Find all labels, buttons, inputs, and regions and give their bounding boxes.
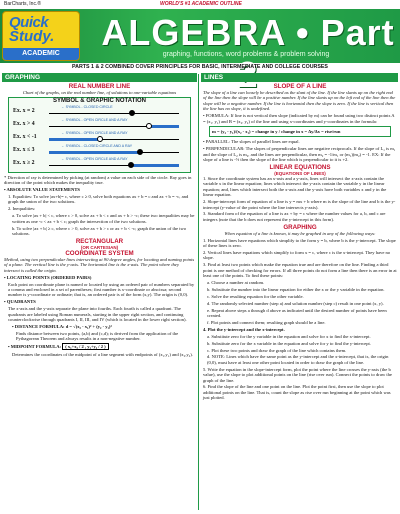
parallel-rule: • PARALLEL: The slopes of parallel lines are equal. (203, 139, 300, 145)
graphing-item-3f: f. Plot points and connect them; resulting graph should be a line. (207, 319, 326, 325)
graphing-item-3d: d. The randomly selected number (step a) and solution number (step c) result in one point (x, y). (207, 300, 384, 306)
real-number-line-intro: Chart of the graphs, on the real number line, of solutions to one-variable equations (22, 90, 177, 95)
linear-item-3: 3. Standard form of the equation of a line is ax + by = c where the number values for a, b, and c are integers (note that the b does not represent the y-intercept in this form). (203, 211, 386, 222)
parts-note: PARTS 1 & 2 COMBINED COVER PRINCIPLES FOR BASIC, INTERMEDIATE AND COLLEGE COURSES (72, 64, 328, 70)
notation-example: Ex. x = 2 (13, 107, 35, 114)
section-graphing-label: GRAPHING (5, 74, 41, 81)
closed-circle-icon (137, 149, 143, 155)
open-circle-icon (97, 136, 103, 142)
notation-caption: ← SYMBOL - CLOSED CIRCLE AND A RAY (61, 143, 133, 148)
midpoint-text: Determines the coordinates of the midpoint of a line segment with endpoints of (x₁,y₁) and (x₂,y₂). (12, 351, 193, 357)
linear-item-2: 2. Slope-intercept form of equation of a line is y = mx + b where m is the slope of the line and b is the y-intercept (y-value of the point where the line intersects y-axis). (203, 199, 396, 210)
quadrants-text: The x-axis and the y-axis separate the plane into fourths. Each fourth is called a quadrant. The quadrants are labeled using Roman numerals, starting in the upper right section, and continuing counterclockwise through quadrants I, II, III, and IV (which is located in the lower right section). (8, 306, 187, 322)
graphing-item-4d: d. NOTE: Lines which have the same point as the y-intercept and the x-intercept, that is, the origin (0,0), must have at least one other point located in order to draw the graph of the line. (207, 354, 389, 365)
notation-example: Ex. x ≥ 2 (13, 159, 35, 166)
graphing-item-4b: b. Substitute zero for the x variable in the equation and solve for y to find the y-intercept. (207, 340, 371, 346)
right-column (203, 83, 397, 402)
section-lines-label: LINES (204, 74, 224, 81)
midpoint-heading (4, 343, 195, 350)
notation-row (9, 131, 190, 144)
page-title: ALGEBRA • Part (101, 12, 395, 53)
slope-intro: The slope of a line can loosely be described as the slant of the line. If the line slants up on the right end of the line then the slope will be a positive number. If the line slants up on the left end of the line then the slope will be a negative number. If the line is horizontal then the slope is zero. If the line is vertical then the line has no slope, it is undefined. (203, 90, 396, 112)
slope-formula-text: • FORMULA: If line is not vertical then slope (indicated by m) can be found using two distinct points A = (x₁, y₁) and B = (x₂, y₂) of the line and using x-coordinates and y-coordinates in the formula: (203, 113, 395, 124)
notation-caption: ← SYMBOL - OPEN CIRCLE AND A RAY (61, 117, 128, 122)
notation-row (9, 118, 190, 131)
section-graphing-bar (2, 73, 197, 82)
left-column (4, 83, 195, 359)
graphing-item-3e: e. Repeat above steps a through d above as indicated until the desired number of points have been created. (207, 307, 387, 318)
graphing-item-4a: a. Substitute zero for the y variable in the equation and solve for x to find the x-intercept. (207, 333, 371, 339)
slope-formula-equation: m = (y₂ - y₁)/(x₂ - x₁) = change in y / change in x = Δy/Δx = rise/run (212, 128, 341, 134)
notation-row (9, 105, 190, 118)
graphing-item-3: 3. Find at least two points which make the equation true and are therefore on the line. Finding a third point is one method of checking for errors. If all three points do not form a line then there is an error in at least one of the points. To find these points: (203, 262, 397, 279)
slope-heading: SLOPE OF A LINE (273, 83, 327, 90)
linear-equations-subheading: (EQUATIONS OF LINES) (274, 170, 326, 176)
abs-heading: • ABSOLUTE VALUE STATEMENTS (4, 187, 80, 193)
logo-line-2: Study. (9, 28, 55, 45)
publisher-name: BarCharts, Inc.® (4, 1, 42, 7)
ray-left (49, 151, 139, 154)
graphing-item-1: 1. Horizontal lines have equations which simplify to the form y = b, where b is the y-intercept. The slope of these lines is zero. (203, 237, 396, 249)
notation-caption: ← SYMBOL - CLOSED CIRCLE (61, 104, 113, 109)
graphing-item-3b: b. Substitute the number into the linear equation for either the x or the y variable in the equation. (207, 286, 385, 292)
cartesian-subheading: (OR CARTESIAN) (80, 244, 119, 250)
notation-caption: ← SYMBOL - OPEN CIRCLE AND A RAY (61, 130, 128, 135)
closed-circle-icon (129, 110, 135, 116)
ray-right (149, 125, 179, 128)
linear-item-1: 1. Since the coordinate system has an x-axis and a y-axis, lines will intersect the x-axis contain the variable x in the linear equation; lines which intersect the y-axis contain the variable y in the linear equation; and, lines which intersect both the x-axis and the y-axis have both variables x and y in the linear equation. (203, 175, 387, 198)
quickstudy-logo (2, 11, 80, 61)
graphing-item-3c: c. Solve the resulting equation for the other variable. (207, 293, 304, 299)
graphing-subheading: When equation of a line is known, it may be graphed in any of the following ways: (224, 230, 376, 236)
notation-caption: ← SYMBOL - OPEN CIRCLE AND A RAY (61, 156, 128, 161)
notation-example: Ex. x > 4 (13, 120, 35, 127)
ray-left (49, 138, 99, 141)
graphing-item-4: 4. Plot the y-intercept and the x-intercept. (203, 326, 285, 332)
notation-row (9, 157, 190, 170)
open-circle-icon (146, 123, 152, 129)
notation-example: Ex. x < -1 (13, 133, 37, 140)
page-subtitle: graphing, functions, word problems & problem solving (162, 51, 330, 58)
perpendicular-rule: • PERPENDICULAR: The slopes of perpendicular lines are negative reciprocals. If the slope of L₁ is m₁ and the slope of L₂ is m₂, and the lines are perpendicular, then m₂ = -1/m₁ or (m₁)(m₂) = -1. EX: If the slope of a line is -½ then the slope of the line which is perpendicular to it is +2. (203, 146, 396, 163)
header-banner (0, 9, 400, 63)
logo-line-3: ACADEMIC (3, 48, 79, 60)
number-line (49, 113, 179, 114)
abs-item-2: 2. Inequalities: (8, 206, 36, 212)
distance-formula: • DISTANCE FORMULA: d = √(x₂ - x₁)² + (y₂ - y₁)² (12, 323, 112, 329)
notation-row (9, 144, 190, 157)
midpoint-label: • MIDPOINT FORMULA: (8, 344, 62, 350)
ray-right (131, 164, 179, 167)
graphing-item-6: 6. Find the slope of the line and one point on the line. Plot the point first, then use the slope to plot additional points on the line. That is, count the slope as rise over run beginning at the point which was just plotted. (203, 384, 391, 401)
coordinate-system-heading: COORDINATE SYSTEM (65, 249, 134, 257)
graphing-item-4c: c. Plot these two points and draw the graph of the line which contains them. (207, 347, 347, 353)
graphing-item-5: 5. Write the equation in the slope-intercept form, plot the point where the line crosses the y-axis (the b value), use the slope to plot additional points on the line (rise over run). Connect the points to draw the graph of the line. (203, 366, 392, 383)
tagline: WORLD'S #1 ACADEMIC OUTLINE (160, 1, 242, 7)
graphing-item-2: 2. Vertical lines have equations which simplify to form x = c, where c is the x-intercept. They have no slope. (203, 249, 391, 261)
logo-line-1: Quick (9, 14, 49, 31)
quadrants-heading: • QUADRANTS (4, 299, 36, 305)
locating-points-heading: • LOCATING POINTS (ORDERED PAIRS) (4, 274, 92, 280)
rectangular-heading: RECTANGULAR (75, 237, 124, 245)
abs-item-1: 1. Equalities: To solve |ax+b|= c, where c ≥ 0, solve both equations ax + b = c and ax + b = -c, and graph the union of the two solutions. (8, 194, 189, 205)
abs-item-2a: a. To solve |ax + b| < c, where c > 0, solve ax + b < c and ax + b > -c; these two inequalities may be written as one -c < ax + b < c; graph the intersection of the two solutions. (12, 213, 195, 224)
direction-note: * Direction of ray is determined by picking (at random) a value on each side of the circle. Ray goes in direction of the point which makes the inequality true. (4, 174, 192, 186)
distance-text: Finds distance between two points, (a,b) and (c,d); is derived from the application of the Pythagorean Theorem and always results in a non-negative number. (16, 330, 179, 342)
abs-item-2b: b. To solve |ax + b| ≥ c, where c > 0, solve ax + b > c or ax + b < -c; graph the union of the two solutions. (12, 225, 187, 236)
top-bar (0, 0, 400, 9)
midpoint-formula: ( x₁+x₂ / 2 , y₁+y₂ / 2 ) (62, 343, 108, 350)
graphing-item-3a: a. Choose a number at random. (207, 279, 265, 285)
notation-box (8, 97, 191, 172)
locating-points-text: Each point on coordinate plane is named or located by using an ordered pair of numbers separated by a comma and enclosed in a set of parentheses; first number is x-coordinate or abscissa; second number is y-coordinate or ordinate; that is, an ordered pair is of the form (x,y). The origin is (0,0). (8, 281, 195, 298)
closed-circle-icon (128, 162, 134, 168)
notation-example: Ex. x ≤ 3 (13, 146, 35, 153)
real-number-line-heading: REAL NUMBER LINE (68, 83, 131, 90)
coordinate-intro: Method, using two perpendicular lines intersecting at 90 degree angles, for locating and naming points of a plane. The vertical line is the y-axis. The horizontal line is the x-axis. The point where they intersect is called the origin. (4, 256, 195, 273)
graphing-heading: GRAPHING (283, 223, 317, 231)
section-lines-bar (201, 73, 398, 82)
notation-heading: SYMBOL & GRAPHIC NOTATION (53, 98, 146, 105)
linear-equations-heading: LINEAR EQUATIONS (269, 163, 331, 171)
slope-formula-box (209, 126, 391, 137)
column-divider (198, 74, 199, 510)
